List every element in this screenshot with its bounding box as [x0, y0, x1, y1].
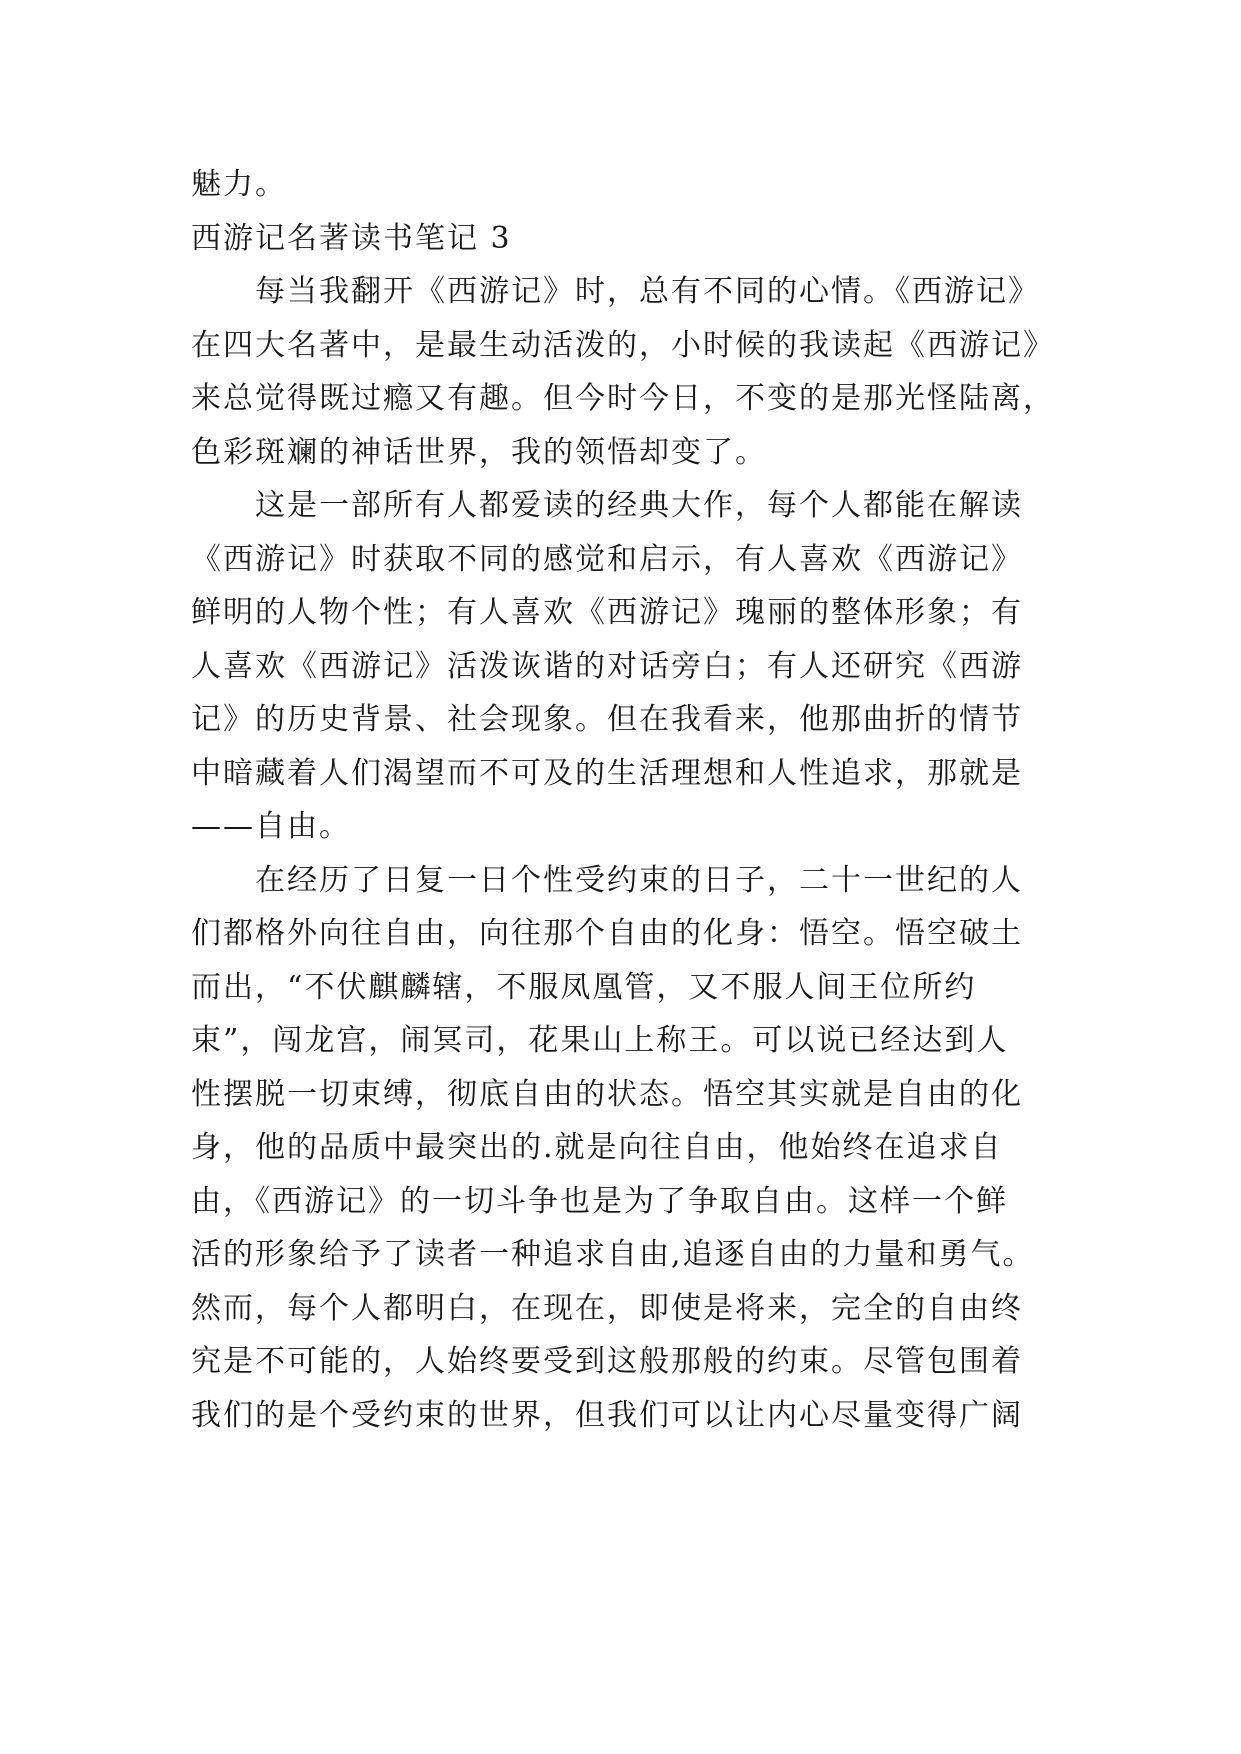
section-heading: 西游记名著读书笔记 3: [191, 220, 512, 256]
text-line: 在四大名著中，是最生动活泼的，小时候的我读起《西游记》: [191, 327, 1055, 363]
text-line: 中暗藏着人们渴望而不可及的生活理想和人性追求，那就是: [191, 755, 1023, 791]
text-line: 《西游记》时获取不同的感觉和启示，有人喜欢《西游记》: [191, 541, 1023, 577]
text-line: 每当我翻开《西游记》时，总有不同的心情。《西游记》: [255, 274, 1040, 309]
text-line: 们都格外向往自由，向往那个自由的化身：悟空。悟空破土: [191, 916, 1023, 951]
text-line: 究是不可能的，人始终要受到这般那般的约束。尽管包围着: [191, 1344, 1023, 1379]
text-line: 鲜明的人物个性；有人喜欢《西游记》瑰丽的整体形象；有: [191, 595, 1023, 630]
text-line: 这是一部所有人都爱读的经典大作，每个人都能在解读: [255, 488, 1023, 523]
text-line: 由，《西游记》的一切斗争也是为了争取自由。这样一个鲜: [191, 1183, 1008, 1219]
text-line: 而出，“不伏麒麟辖，不服凤凰管，又不服人间王位所约: [191, 969, 977, 1005]
text-line: 然而，每个人都明白，在现在，即使是将来，完全的自由终: [191, 1290, 1023, 1326]
document-body: [191, 158, 1071, 1442]
text-line: 在经历了日复一日个性受约束的日子，二十一世纪的人: [255, 862, 1023, 898]
text-line: 我们的是个受约束的世界，但我们可以让内心尽量变得广阔: [191, 1397, 1023, 1433]
text-line: 性摆脱一切束缚，彻底自由的状态。悟空其实就是自由的化: [191, 1076, 1023, 1112]
text-line: 来总觉得既过瘾又有趣。但今时今日，不变的是那光怪陆离，: [191, 381, 1055, 416]
text-line: 人喜欢《西游记》活泼诙谐的对话旁白；有人还研究《西游: [191, 648, 1023, 684]
text-line: 活的形象给予了读者一种追求自由,追逐自由的力量和勇气。: [191, 1237, 1035, 1272]
text-line: 束”，闯龙宫，闹冥司，花果山上称王。可以说已经达到人: [191, 1023, 1009, 1058]
text-line: 色彩斑斓的神话世界，我的领悟却变了。: [191, 434, 767, 470]
text-line: 魅力。: [191, 167, 287, 202]
text-line: 身，他的品质中最突出的.就是向往自由，他始终在追求自: [191, 1130, 1003, 1165]
text-line: 记》的历史背景、社会现象。但在我看来，他那曲折的情节: [191, 702, 1023, 737]
text-line: ——自由。: [191, 809, 351, 844]
